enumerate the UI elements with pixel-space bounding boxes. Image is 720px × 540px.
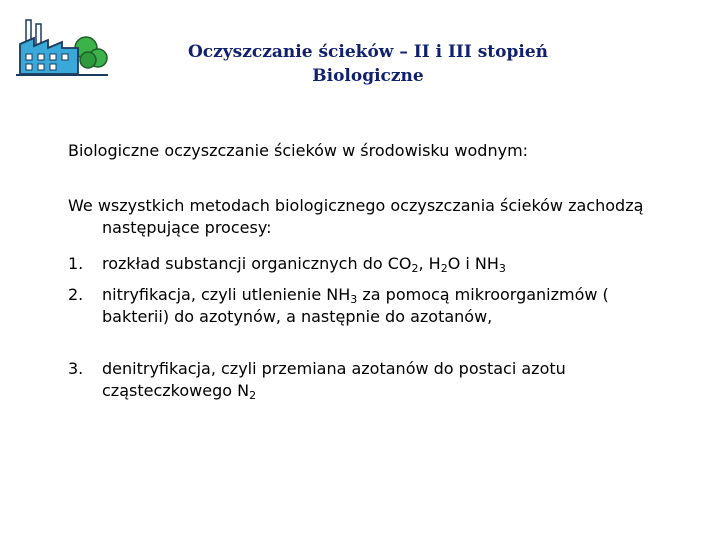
text-part: O i NH — [447, 254, 499, 273]
list-item-text — [68, 358, 668, 402]
subscript: 3 — [350, 293, 358, 306]
list-item-text — [68, 253, 668, 275]
subscript: 2 — [440, 262, 448, 275]
text-part: rozkład substancji organicznych do CO — [102, 254, 412, 273]
subscript: 2 — [249, 389, 257, 402]
intro-text: We wszystkich metodach biologicznego oczyszczania ścieków zachodzą następujące procesy: — [68, 196, 644, 237]
list-item-number: 2. — [68, 285, 84, 304]
text-part: za pomocą mikroorganizmów ( bakterii) do azotynów, a następnie do azotanów, — [102, 285, 609, 326]
list-item — [68, 358, 668, 402]
list-item-number: 3. — [68, 359, 84, 378]
list-item-text — [68, 284, 668, 328]
text-part: denitryfikacja, czyli przemiana azotanów do postaci azotu cząsteczkowego N — [102, 359, 566, 400]
list-item-number: 1. — [68, 254, 84, 273]
slide-subtitle: Biologiczne — [312, 66, 424, 86]
list-item — [68, 284, 668, 328]
list-item — [68, 253, 668, 275]
slide-title: Oczyszczanie ścieków – II i III stopień — [187, 42, 549, 62]
subscript: 3 — [498, 262, 506, 275]
subscript: 2 — [411, 262, 419, 275]
intro-heading: Biologiczne oczyszczanie ścieków w środowisku wodnym: — [68, 141, 529, 160]
text-part: nitryfikacja, czyli utlenienie NH — [102, 285, 351, 304]
text-part: , H — [418, 254, 441, 273]
